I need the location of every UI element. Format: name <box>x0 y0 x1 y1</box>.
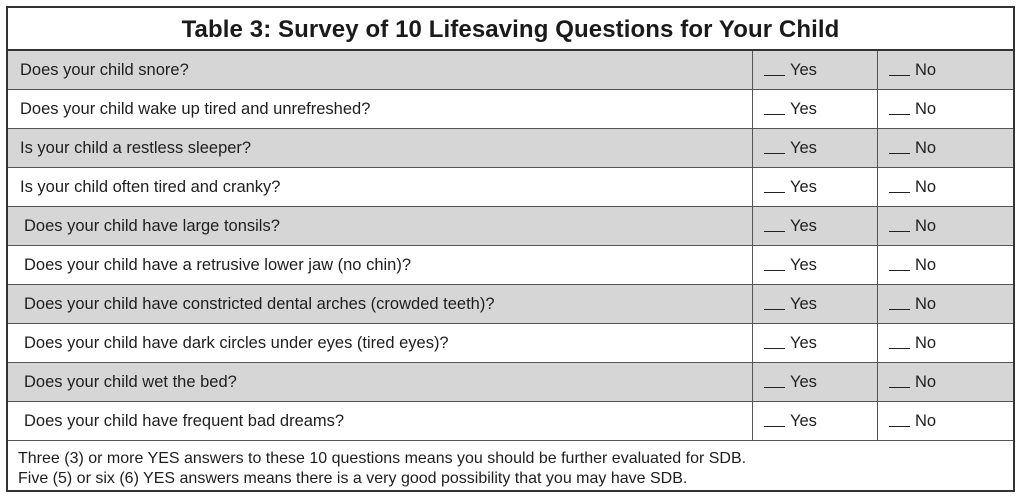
no-blank-line[interactable] <box>889 335 910 349</box>
yes-blank-line[interactable] <box>764 101 785 115</box>
yes-answer[interactable] <box>753 207 878 245</box>
no-label: No <box>915 216 937 235</box>
footer-note <box>8 441 1013 489</box>
no-blank-line[interactable] <box>889 101 910 115</box>
question-text: Does your child have frequent bad dreams? <box>8 402 753 440</box>
question-row-1 <box>8 51 1013 90</box>
no-label: No <box>915 138 937 157</box>
question-text: Does your child snore? <box>8 51 753 89</box>
no-blank-line[interactable] <box>889 374 910 388</box>
yes-blank-line[interactable] <box>764 374 785 388</box>
footer-line-1: Three (3) or more YES answers to these 10 questions means you should be further evaluated for SDB. <box>18 450 747 467</box>
no-answer[interactable] <box>878 90 1013 128</box>
yes-answer[interactable] <box>753 324 878 362</box>
yes-answer[interactable] <box>753 51 878 89</box>
no-blank-line[interactable] <box>889 140 910 154</box>
yes-label: Yes <box>790 177 817 196</box>
no-answer[interactable] <box>878 285 1013 323</box>
yes-blank-line[interactable] <box>764 296 785 310</box>
yes-blank-line[interactable] <box>764 335 785 349</box>
no-blank-line[interactable] <box>889 413 910 427</box>
yes-blank-line[interactable] <box>764 218 785 232</box>
question-row-7 <box>8 285 1013 324</box>
question-row-8 <box>8 324 1013 363</box>
yes-label: Yes <box>790 411 817 430</box>
yes-label: Yes <box>790 333 817 352</box>
no-answer[interactable] <box>878 402 1013 440</box>
no-answer[interactable] <box>878 51 1013 89</box>
yes-answer[interactable] <box>753 402 878 440</box>
no-label: No <box>915 333 937 352</box>
no-answer[interactable] <box>878 129 1013 167</box>
no-blank-line[interactable] <box>889 62 910 76</box>
no-label: No <box>915 60 937 79</box>
question-row-10 <box>8 402 1013 441</box>
question-text: Does your child have large tonsils? <box>8 207 753 245</box>
no-answer[interactable] <box>878 246 1013 284</box>
no-blank-line[interactable] <box>889 296 910 310</box>
survey-table <box>6 6 1015 492</box>
yes-blank-line[interactable] <box>764 140 785 154</box>
no-blank-line[interactable] <box>889 257 910 271</box>
question-text: Does your child have constricted dental arches (crowded teeth)? <box>8 285 753 323</box>
yes-label: Yes <box>790 138 817 157</box>
yes-label: Yes <box>790 60 817 79</box>
question-row-2 <box>8 90 1013 129</box>
yes-label: Yes <box>790 255 817 274</box>
yes-label: Yes <box>790 99 817 118</box>
yes-answer[interactable] <box>753 90 878 128</box>
question-text: Does your child wet the bed? <box>8 363 753 401</box>
yes-label: Yes <box>790 294 817 313</box>
yes-answer[interactable] <box>753 363 878 401</box>
yes-blank-line[interactable] <box>764 413 785 427</box>
no-blank-line[interactable] <box>889 218 910 232</box>
no-label: No <box>915 411 937 430</box>
yes-answer[interactable] <box>753 168 878 206</box>
question-text: Does your child have dark circles under eyes (tired eyes)? <box>8 324 753 362</box>
question-text: Is your child a restless sleeper? <box>8 129 753 167</box>
no-answer[interactable] <box>878 207 1013 245</box>
no-label: No <box>915 372 937 391</box>
yes-label: Yes <box>790 216 817 235</box>
no-label: No <box>915 177 937 196</box>
yes-answer[interactable] <box>753 129 878 167</box>
question-text: Is your child often tired and cranky? <box>8 168 753 206</box>
yes-answer[interactable] <box>753 285 878 323</box>
no-answer[interactable] <box>878 363 1013 401</box>
no-blank-line[interactable] <box>889 179 910 193</box>
no-label: No <box>915 255 937 274</box>
question-row-3 <box>8 129 1013 168</box>
no-answer[interactable] <box>878 168 1013 206</box>
yes-blank-line[interactable] <box>764 257 785 271</box>
no-label: No <box>915 294 937 313</box>
question-row-5 <box>8 207 1013 246</box>
no-label: No <box>915 99 937 118</box>
yes-answer[interactable] <box>753 246 878 284</box>
yes-blank-line[interactable] <box>764 62 785 76</box>
yes-label: Yes <box>790 372 817 391</box>
table-title: Table 3: Survey of 10 Lifesaving Questions for Your Child <box>8 8 1013 51</box>
question-row-4 <box>8 168 1013 207</box>
no-answer[interactable] <box>878 324 1013 362</box>
question-row-6 <box>8 246 1013 285</box>
question-text: Does your child have a retrusive lower jaw (no chin)? <box>8 246 753 284</box>
question-text: Does your child wake up tired and unrefreshed? <box>8 90 753 128</box>
footer-line-2: Five (5) or six (6) YES answers means there is a very good possibility that you may have SDB. <box>18 470 688 487</box>
yes-blank-line[interactable] <box>764 179 785 193</box>
question-row-9 <box>8 363 1013 402</box>
